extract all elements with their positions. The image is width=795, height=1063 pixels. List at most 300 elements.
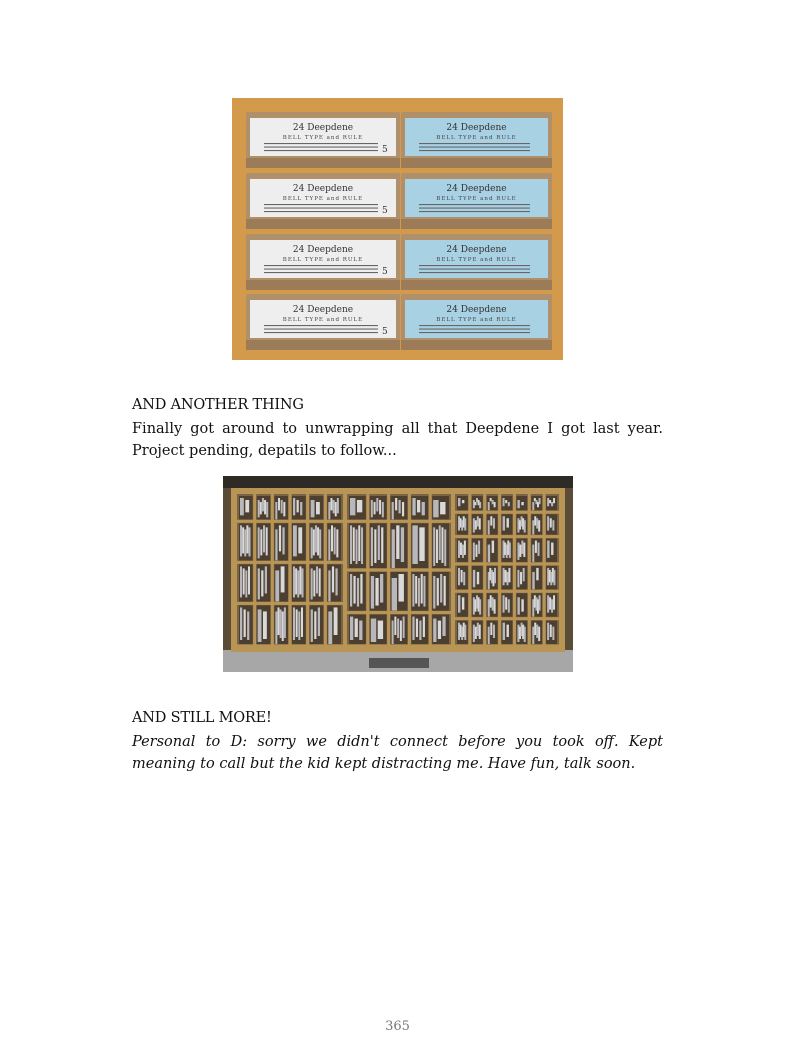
metal-type-sorts [244, 609, 246, 637]
metal-type-sorts [458, 541, 460, 558]
metal-type-sorts [492, 597, 494, 610]
metal-type-sorts [293, 566, 295, 597]
metal-type-sorts [302, 568, 304, 597]
type-package [401, 234, 552, 290]
case-divider-vertical [306, 494, 309, 646]
metal-type-sorts [460, 543, 462, 555]
metal-type-sorts [421, 574, 423, 604]
case-divider-vertical [271, 494, 274, 646]
package-maker: BELL TYPE and RULE [282, 196, 364, 202]
case-divider-horizontal [347, 520, 451, 523]
metal-type-sorts [503, 623, 505, 640]
metal-type-sorts [439, 525, 441, 560]
metal-type-sorts [380, 574, 383, 603]
metal-type-sorts [361, 527, 363, 564]
metal-type-sorts [350, 617, 353, 640]
case-divider-vertical [513, 494, 516, 646]
metal-type-sorts [494, 502, 496, 507]
package-title: 24 Deepdene [292, 184, 354, 194]
package-title: 24 Deepdene [292, 305, 354, 315]
metal-type-sorts [524, 520, 526, 532]
metal-type-sorts [458, 595, 460, 612]
metal-type-sorts [490, 623, 492, 635]
metal-type-sorts [332, 566, 334, 592]
metal-type-sorts [552, 627, 554, 640]
package-title: 24 Deepdene [292, 245, 354, 255]
type-packages-image [232, 98, 563, 360]
metal-type-sorts [444, 576, 446, 606]
metal-type-sorts [399, 500, 401, 513]
package-maker: BELL TYPE and RULE [436, 257, 517, 263]
metal-type-sorts [440, 502, 445, 514]
metal-type-sorts [488, 520, 490, 534]
metal-type-sorts [298, 527, 302, 553]
metal-type-sorts [521, 541, 523, 554]
metal-type-sorts [358, 525, 360, 561]
metal-type-sorts [392, 578, 397, 611]
metal-type-sorts [532, 572, 534, 589]
metal-type-sorts [328, 502, 330, 519]
metal-type-sorts [399, 574, 404, 602]
metal-type-sorts [335, 568, 337, 595]
metal-type-sorts [520, 572, 522, 584]
package-address-line [264, 147, 378, 148]
package-title: 24 Deepdene [446, 184, 507, 194]
case-divider-vertical [429, 494, 432, 646]
metal-type-sorts [553, 595, 555, 609]
metal-type-sorts [353, 576, 355, 604]
metal-type-sorts [477, 623, 479, 636]
package-address-line [419, 211, 530, 212]
package-wrapper-edge [401, 158, 552, 168]
case-divider-vertical [289, 494, 292, 646]
package-address-line [264, 150, 378, 151]
metal-type-sorts [301, 607, 303, 637]
metal-type-sorts [552, 520, 554, 530]
metal-type-sorts [462, 545, 464, 558]
metal-type-sorts [260, 529, 262, 555]
case-divider-vertical [387, 494, 390, 646]
metal-type-sorts [316, 502, 320, 514]
metal-type-sorts [477, 516, 479, 526]
metal-type-sorts [523, 543, 525, 557]
metal-type-sorts [479, 502, 481, 508]
metal-type-sorts [412, 574, 414, 607]
metal-type-sorts [331, 525, 333, 551]
case-divider-vertical [543, 494, 546, 646]
metal-type-sorts [412, 525, 417, 564]
metal-type-sorts [508, 599, 510, 612]
metal-type-sorts [505, 597, 507, 609]
section-heading: AND ANOTHER THING [132, 397, 304, 413]
metal-type-sorts [336, 529, 338, 557]
type-case-photo [223, 476, 573, 672]
metal-type-sorts [330, 498, 332, 510]
package-address-line [419, 204, 530, 205]
metal-type-sorts [313, 570, 315, 596]
package-wrapper-edge [401, 219, 552, 229]
type-package [246, 294, 400, 350]
metal-type-sorts [350, 525, 352, 564]
metal-type-sorts [538, 543, 540, 556]
metal-type-sorts [532, 627, 534, 644]
metal-type-sorts [280, 609, 282, 638]
metal-type-sorts [263, 611, 267, 639]
metal-type-sorts [281, 566, 285, 592]
metal-type-sorts [423, 617, 425, 637]
metal-type-sorts [311, 527, 313, 558]
metal-type-sorts [275, 502, 277, 519]
package-address-line [264, 269, 378, 270]
case-divider-vertical [324, 494, 327, 646]
metal-type-sorts [242, 527, 244, 553]
metal-type-sorts [240, 525, 242, 556]
metal-type-sorts [492, 500, 494, 504]
metal-type-sorts [536, 518, 538, 528]
metal-type-sorts [265, 566, 267, 593]
metal-type-sorts [416, 619, 418, 637]
metal-type-sorts [353, 527, 355, 561]
type-package [246, 234, 400, 290]
metal-type-sorts [374, 529, 376, 563]
metal-type-sorts [357, 578, 359, 607]
metal-type-sorts [264, 500, 266, 514]
metal-type-sorts [503, 498, 505, 506]
metal-type-sorts [314, 611, 316, 639]
metal-type-sorts [311, 609, 313, 642]
metal-type-sorts [438, 621, 441, 639]
metal-type-sorts [379, 500, 381, 514]
package-maker: BELL TYPE and RULE [282, 135, 364, 141]
metal-type-sorts [266, 502, 268, 517]
metal-type-sorts [458, 498, 460, 506]
metal-type-sorts [328, 611, 332, 644]
metal-type-sorts [473, 625, 475, 642]
type-package [401, 173, 552, 229]
package-address-line [264, 332, 378, 333]
metal-type-sorts [262, 498, 264, 511]
metal-type-sorts [477, 572, 479, 584]
metal-type-sorts [319, 529, 321, 558]
metal-type-sorts [371, 576, 374, 609]
metal-type-sorts [490, 498, 492, 501]
metal-type-sorts [507, 518, 509, 527]
metal-type-sorts [245, 500, 249, 512]
metal-type-sorts [462, 500, 464, 503]
metal-type-sorts [418, 578, 420, 607]
type-case-drawer-image [223, 476, 573, 672]
metal-type-sorts [392, 621, 394, 644]
page-number: 365 [385, 1019, 410, 1034]
metal-type-sorts [551, 599, 553, 612]
metal-type-sorts [437, 578, 439, 606]
metal-type-sorts [505, 500, 507, 503]
metal-type-sorts [433, 619, 436, 642]
case-divider-horizontal [347, 611, 451, 614]
metal-type-sorts [375, 578, 378, 606]
type-packages-photo [232, 98, 563, 360]
metal-type-sorts [333, 500, 335, 513]
metal-type-sorts [488, 545, 490, 562]
metal-type-sorts [360, 574, 362, 604]
metal-type-sorts [436, 529, 438, 563]
package-maker: BELL TYPE and RULE [282, 257, 364, 263]
metal-type-sorts [494, 599, 496, 613]
metal-type-sorts [423, 576, 425, 607]
metal-type-sorts [532, 545, 534, 562]
package-address-line [419, 329, 530, 330]
metal-type-sorts [412, 617, 414, 640]
section-body-italic: Personal to D: sorry we didn't connect before you took off. Kept meaning to call but the kid kept distracting me. Have fun, talk soon. [132, 734, 663, 772]
metal-type-sorts [392, 529, 395, 568]
metal-type-sorts [550, 518, 552, 527]
package-maker: BELL TYPE and RULE [282, 317, 364, 323]
metal-type-sorts [382, 502, 384, 517]
metal-type-sorts [282, 611, 284, 641]
metal-type-sorts [419, 621, 421, 640]
package-maker: BELL TYPE and RULE [436, 317, 517, 323]
package-address-line [264, 208, 378, 209]
metal-type-sorts [400, 621, 402, 641]
metal-type-sorts [517, 543, 519, 560]
metal-type-sorts [550, 625, 552, 637]
metal-type-sorts [245, 570, 247, 597]
metal-type-sorts [371, 619, 376, 642]
metal-type-sorts [417, 500, 420, 512]
metal-type-sorts [394, 617, 396, 635]
metal-type-sorts [297, 500, 299, 512]
package-address-line [419, 265, 530, 266]
package-address-line [264, 204, 378, 205]
metal-type-sorts [311, 500, 315, 517]
metal-type-sorts [293, 607, 295, 640]
metal-type-sorts [534, 516, 536, 525]
metal-type-sorts [293, 525, 297, 556]
metal-type-sorts [371, 500, 373, 517]
metal-type-sorts [551, 543, 553, 555]
metal-type-sorts [493, 518, 495, 528]
package-wrapper-edge [246, 340, 400, 350]
metal-type-sorts [328, 529, 330, 560]
metal-type-sorts [475, 627, 477, 639]
metal-type-sorts [281, 500, 283, 513]
metal-type-sorts [478, 541, 480, 554]
package-wrapper-edge [246, 158, 400, 168]
metal-type-sorts [523, 568, 525, 581]
package-title: 24 Deepdene [446, 305, 507, 315]
drawer-shadow [223, 476, 573, 488]
metal-type-sorts [517, 597, 519, 614]
type-package [246, 173, 400, 229]
case-divider-vertical [408, 494, 411, 646]
metal-type-sorts [503, 568, 505, 585]
metal-type-sorts [378, 525, 380, 560]
metal-type-sorts [475, 520, 477, 529]
metal-type-sorts [547, 595, 549, 612]
metal-type-sorts [547, 623, 549, 640]
metal-type-sorts [359, 621, 362, 640]
metal-type-sorts [401, 527, 404, 562]
package-number: 5 [382, 327, 388, 337]
case-divider-vertical [366, 494, 369, 646]
metal-type-sorts [397, 619, 399, 638]
metal-type-sorts [374, 502, 376, 514]
metal-type-sorts [240, 607, 242, 640]
metal-type-sorts [444, 529, 446, 566]
type-package [246, 112, 400, 168]
type-package [401, 112, 552, 168]
metal-type-sorts [549, 500, 551, 503]
metal-type-sorts [266, 527, 268, 555]
package-wrapper-edge [246, 280, 400, 290]
package-number: 5 [382, 267, 388, 277]
metal-type-sorts [311, 568, 313, 599]
metal-type-sorts [396, 525, 399, 559]
package-title: 24 Deepdene [446, 123, 507, 133]
metal-type-sorts [350, 574, 352, 607]
metal-type-sorts [335, 502, 337, 516]
metal-type-sorts [278, 498, 280, 510]
metal-type-sorts [474, 502, 476, 505]
metal-type-sorts [260, 502, 262, 514]
metal-type-sorts [240, 566, 242, 597]
package-address-line [264, 211, 378, 212]
metal-type-sorts [275, 529, 277, 560]
metal-type-sorts [535, 541, 537, 553]
metal-type-sorts [422, 502, 425, 515]
metal-type-sorts [246, 525, 248, 553]
package-address-line [419, 272, 530, 273]
package-wrapper-edge [401, 280, 552, 290]
metal-type-sorts [553, 570, 555, 585]
metal-type-sorts [534, 623, 536, 635]
metal-type-sorts [521, 599, 523, 611]
metal-type-sorts [509, 543, 511, 558]
metal-type-sorts [371, 527, 373, 566]
package-address-line [419, 147, 530, 148]
metal-type-sorts [517, 500, 519, 508]
type-package [401, 294, 552, 350]
section-heading: AND STILL MORE! [132, 710, 272, 726]
metal-type-sorts [334, 607, 338, 635]
metal-type-sorts [524, 627, 526, 642]
metal-type-sorts [539, 498, 541, 504]
metal-type-sorts [319, 568, 321, 596]
metal-type-sorts [464, 541, 466, 555]
metal-type-sorts [488, 627, 490, 644]
metal-type-sorts [551, 502, 553, 506]
metal-type-sorts [473, 543, 475, 560]
package-address-line [419, 143, 530, 144]
case-divider-horizontal [347, 569, 451, 572]
metal-type-sorts [536, 568, 538, 580]
package-address-line [264, 329, 378, 330]
metal-type-sorts [275, 570, 279, 601]
metal-type-sorts [479, 625, 481, 639]
metal-type-sorts [507, 572, 509, 585]
metal-type-sorts [261, 570, 263, 596]
package-address-line [419, 150, 530, 151]
metal-type-sorts [419, 527, 424, 561]
metal-type-sorts [475, 545, 477, 557]
metal-type-sorts [490, 516, 492, 525]
metal-type-sorts [547, 541, 549, 558]
package-address-line [264, 265, 378, 266]
metal-type-sorts [547, 516, 549, 530]
metal-type-sorts [249, 527, 251, 556]
metal-type-sorts [300, 502, 302, 515]
package-address-line [264, 143, 378, 144]
metal-type-sorts [505, 570, 507, 582]
metal-type-sorts [492, 541, 494, 553]
metal-type-sorts [258, 500, 260, 517]
metal-type-sorts [263, 525, 265, 552]
metal-type-sorts [376, 498, 378, 511]
metal-type-sorts [295, 568, 297, 594]
case-divider-vertical [528, 494, 531, 646]
section-body: Finally got around to unwrapping all that Deepdene I got last year. Project pending, depatils to follow... [132, 421, 663, 459]
metal-type-sorts [433, 576, 435, 609]
package-maker: BELL TYPE and RULE [436, 135, 517, 141]
metal-type-sorts [539, 595, 541, 610]
metal-type-sorts [488, 599, 490, 616]
metal-type-sorts [381, 527, 383, 563]
metal-type-sorts [433, 527, 435, 566]
metal-type-sorts [240, 498, 244, 515]
metal-type-sorts [508, 568, 510, 582]
package-address-line [264, 325, 378, 326]
package-wrapper-edge [246, 219, 400, 229]
metal-type-sorts [493, 625, 495, 638]
metal-type-sorts [538, 520, 540, 531]
metal-type-sorts [532, 502, 534, 510]
metal-type-sorts [392, 502, 394, 519]
metal-type-sorts [357, 500, 362, 512]
metal-type-sorts [532, 520, 534, 534]
case-divider-vertical [253, 494, 256, 646]
metal-type-sorts [247, 611, 249, 640]
metal-type-sorts [549, 597, 551, 609]
metal-type-sorts [244, 529, 246, 556]
metal-type-sorts [395, 498, 397, 510]
package-address-line [419, 208, 530, 209]
metal-type-sorts [318, 607, 320, 636]
metal-type-sorts [547, 498, 549, 506]
metal-type-sorts [356, 529, 358, 564]
metal-type-sorts [412, 498, 415, 515]
metal-type-sorts [403, 617, 405, 638]
metal-type-sorts [258, 568, 260, 599]
metal-type-sorts [553, 498, 555, 503]
metal-type-sorts [378, 621, 383, 639]
metal-type-sorts [334, 527, 336, 554]
case-divider-vertical [483, 494, 486, 646]
metal-type-sorts [328, 570, 330, 601]
metal-type-sorts [355, 619, 358, 637]
metal-type-sorts [463, 572, 465, 585]
metal-type-sorts [350, 498, 355, 515]
metal-type-sorts [337, 498, 339, 513]
case-divider-vertical [468, 494, 471, 646]
metal-type-sorts [298, 611, 300, 640]
metal-type-sorts [415, 576, 417, 604]
metal-type-sorts [479, 599, 481, 614]
metal-type-sorts [442, 617, 445, 636]
metal-type-sorts [538, 627, 540, 641]
metal-type-sorts [282, 527, 284, 554]
case-divider-horizontal [347, 645, 451, 648]
package-number: 5 [382, 145, 388, 155]
